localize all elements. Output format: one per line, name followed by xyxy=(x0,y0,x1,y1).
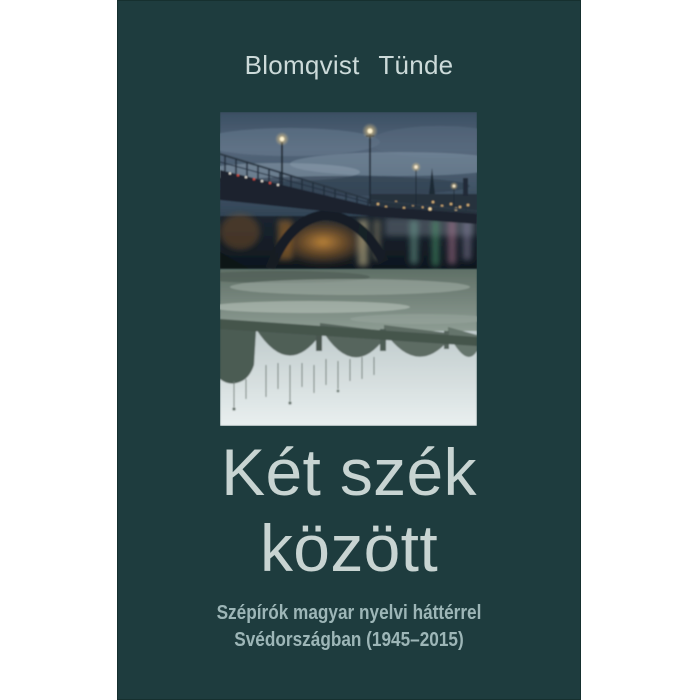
book-subtitle xyxy=(149,600,548,654)
inverted-bridge-scene xyxy=(220,269,477,426)
bridge-photo xyxy=(220,112,477,426)
title-line-2: között xyxy=(259,511,439,585)
book-cover xyxy=(117,0,581,700)
night-bridge-scene xyxy=(220,112,477,269)
book-title xyxy=(117,434,581,586)
subtitle-line-1: Szépírók magyar nyelvi háttérrel xyxy=(216,602,482,624)
subtitle-line-2: Svédországban (1945–2015) xyxy=(234,629,464,651)
author-name: Blomqvist Tünde xyxy=(244,50,454,80)
title-line-1: Két szék xyxy=(221,435,477,509)
